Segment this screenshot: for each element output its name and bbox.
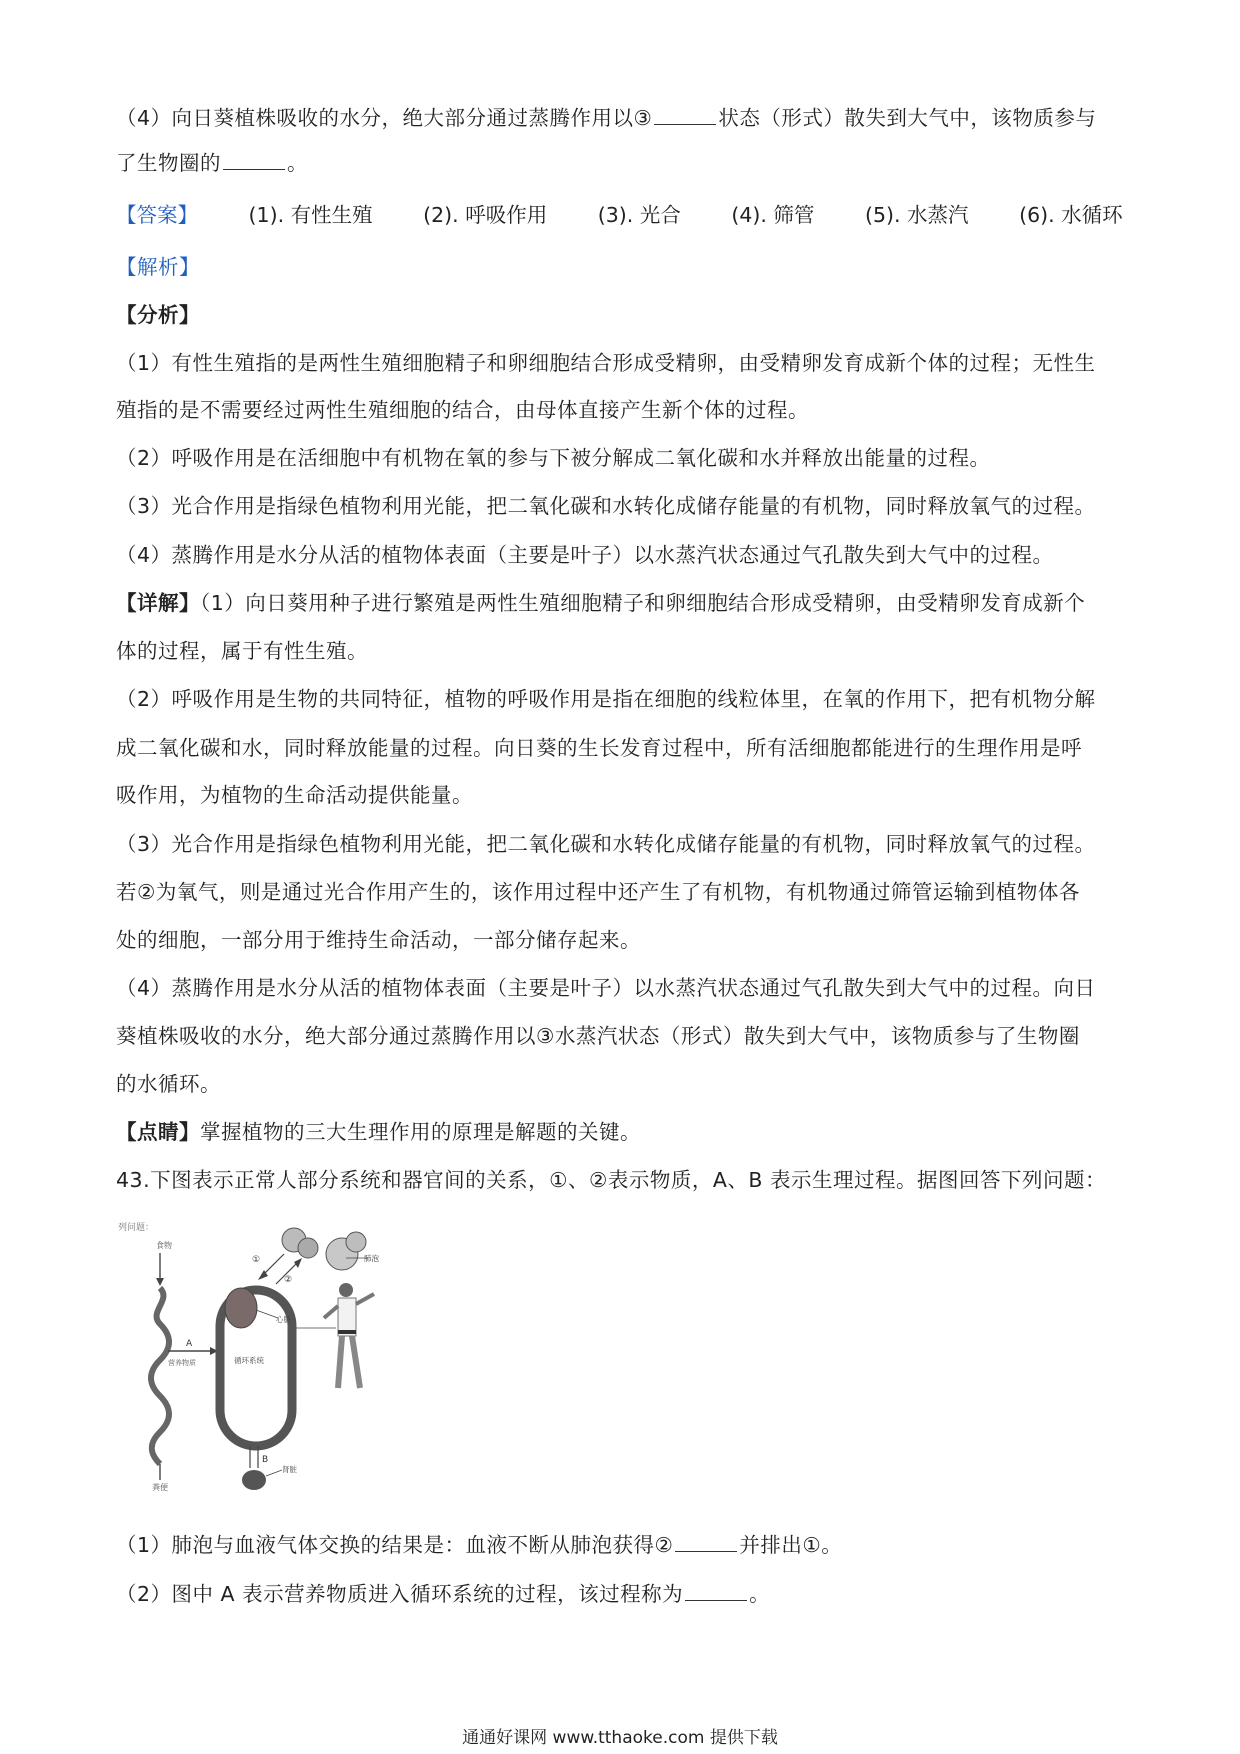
- question-43-2: [116, 1579, 1140, 1609]
- answer-blank: [654, 106, 716, 125]
- xiangjie-line: 吸作用，为植物的生命活动提供能量。: [116, 783, 473, 807]
- text: 状态（形式）散失到大气中，该物质参与: [718, 106, 1097, 130]
- question-4-line-2: [116, 148, 1140, 178]
- person-head: [339, 1283, 353, 1297]
- alveoli-label: 肺泡: [364, 1254, 379, 1263]
- answer-item: (3). 光合: [597, 203, 681, 227]
- answer-blank: [675, 1533, 737, 1552]
- xiangjie-line: 处的细胞，一部分用于维持生命活动，一部分储存起来。: [116, 928, 641, 952]
- fenxi-line: （3）光合作用是指绿色植物利用光能，把二氧化碳和水转化成储存能量的有机物，同时释放氧气的过程。: [116, 494, 1096, 518]
- figure-corner-text: 列问题：: [118, 1223, 155, 1233]
- xiangjie-line: （3）光合作用是指绿色植物利用光能，把二氧化碳和水转化成储存能量的有机物，同时释放氧气的过程。: [116, 832, 1096, 856]
- xiangjie-line: 体的过程，属于有性生殖。: [116, 639, 368, 663]
- xiangjie-line: 若②为氧气，则是通过光合作用产生的，该作用过程中还产生了有机物，有机物通过筛管运输到植物体各: [116, 880, 1080, 904]
- food-label: 食物: [156, 1241, 172, 1250]
- xiangjie-line: 成二氧化碳和水，同时释放能量的过程。向日葵的生长发育过程中，所有活细胞都能进行的生理作用是呼: [116, 736, 1082, 760]
- xiangjie-line: （2）呼吸作用是生物的共同特征，植物的呼吸作用是指在细胞的线粒体里，在氧的作用下，把有机物分解: [116, 687, 1096, 711]
- heart-icon: [225, 1288, 257, 1328]
- text: 。: [749, 1582, 771, 1606]
- text: 。: [287, 151, 308, 175]
- marker-1: ①: [252, 1255, 261, 1265]
- xiangjie-line: 葵植株吸收的水分，绝大部分通过蒸腾作用以③水蒸汽状态（形式）散失到大气中，该物质参与了生物圈: [116, 1024, 1080, 1048]
- text: （1）向日葵用种子进行繁殖是两性生殖细胞精子和卵细胞结合形成受精卵，由受精卵发育成新个: [200, 591, 1086, 615]
- fenxi-label: 【分析】: [116, 303, 200, 327]
- page-footer: 通通好课网 www.tthaoke.com 提供下载: [462, 1728, 778, 1748]
- dianjing-line: [116, 1117, 1140, 1147]
- answer-item: (4). 筛管: [731, 203, 815, 227]
- answer-row: [116, 200, 1123, 230]
- feces-label: 粪便: [152, 1483, 168, 1492]
- kidney-icon: [242, 1470, 266, 1490]
- fenxi-line: （4）蒸腾作用是水分从活的植物体表面（主要是叶子）以水蒸汽状态通过气孔散失到大气中的过程。: [116, 543, 1054, 567]
- heart-label: 心脏: [276, 1315, 291, 1324]
- marker-2: ②: [284, 1275, 293, 1285]
- fenxi-line: （1）有性生殖指的是两性生殖细胞精子和卵细胞结合形成受精卵，由受精卵发育成新个体的过程；无性生: [116, 351, 1096, 375]
- fenxi-line: （2）呼吸作用是在活细胞中有机物在氧的参与下被分解成二氧化碳和水并释放出能量的过程。: [116, 446, 991, 470]
- analysis-label: 【解析】: [116, 255, 200, 279]
- fenxi-line: 殖指的是不需要经过两性生殖细胞的结合，由母体直接产生新个体的过程。: [116, 398, 809, 422]
- dianjing-label: 【点睛】: [116, 1120, 200, 1144]
- kidney-label: 肾脏: [282, 1465, 297, 1474]
- question-43: 43.下图表示正常人部分系统和器官间的关系，①、②表示物质，A、B 表示生理过程。据图回答下列问题：: [116, 1168, 1106, 1192]
- answer-label: 【答案】: [116, 203, 198, 227]
- alveoli-icon: [298, 1238, 318, 1258]
- text: 了生物圈的: [116, 151, 221, 175]
- text: 并排出①。: [739, 1533, 843, 1557]
- answer-item: (5). 水蒸汽: [864, 203, 969, 227]
- person-belt: [338, 1330, 356, 1334]
- text: （4）向日葵植株吸收的水分，绝大部分通过蒸腾作用以③: [116, 106, 653, 130]
- answer-blank: [685, 1582, 747, 1601]
- circulation-label: 循环系统: [234, 1356, 264, 1365]
- circulation-diagram: [116, 1218, 436, 1493]
- answer-item: (1). 有性生殖: [248, 203, 373, 227]
- xiangjie-label: 【详解】: [116, 591, 200, 615]
- question-4-line-1: [116, 103, 1140, 133]
- person-leg: [338, 1336, 342, 1388]
- label-a: A: [186, 1339, 193, 1349]
- text: （1）肺泡与血液气体交换的结果是：血液不断从肺泡获得②: [116, 1533, 674, 1557]
- answer-item: (2). 呼吸作用: [423, 203, 548, 227]
- xiangjie-line: （4）蒸腾作用是水分从活的植物体表面（主要是叶子）以水蒸汽状态通过气孔散失到大气中的过程。向日: [116, 976, 1096, 1000]
- question-43-1: [116, 1530, 1140, 1560]
- text: 掌握植物的三大生理作用的原理是解题的关键。: [200, 1120, 641, 1144]
- xiangjie-line: [116, 588, 1140, 618]
- answer-blank: [223, 151, 285, 170]
- nutrient-label: 营养物质: [168, 1359, 196, 1367]
- xiangjie-line: 的水循环。: [116, 1072, 221, 1096]
- alveoli-icon: [346, 1232, 366, 1252]
- text: （2）图中 A 表示营养物质进入循环系统的过程，该过程称为: [116, 1582, 684, 1606]
- label-b: B: [262, 1455, 269, 1465]
- answer-item: (6). 水循环: [1019, 203, 1123, 227]
